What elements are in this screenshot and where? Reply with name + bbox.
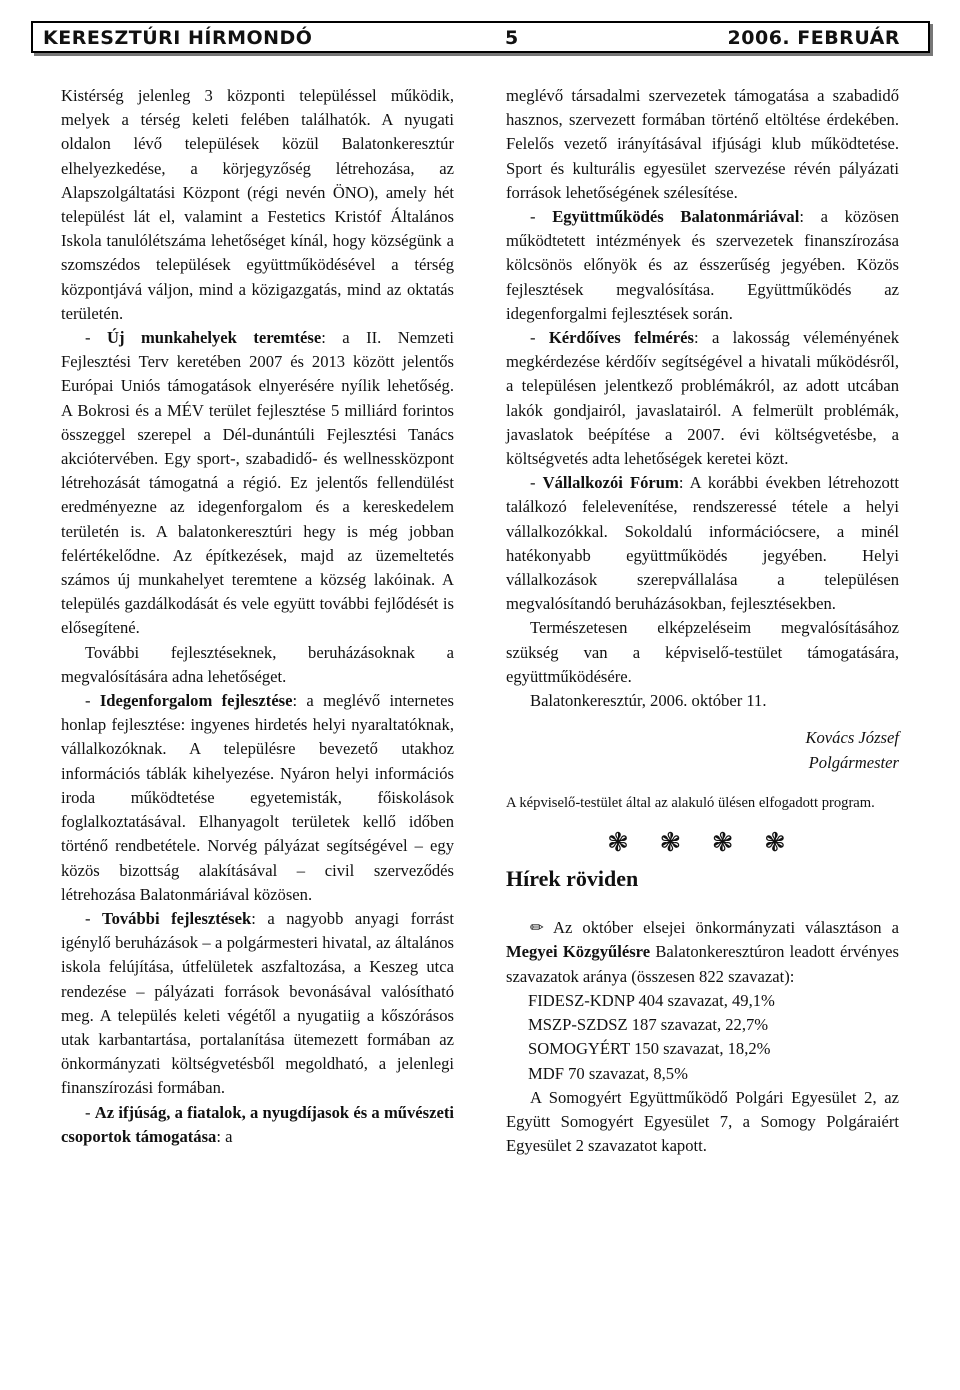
paragraph-termeszetesen: Természetesen elképzeléseim megvalósításához szükség van a képviselő-testület támogatására, együttműködésére. [506,618,899,686]
dash: - [85,328,107,348]
heading-kerdoives: Kérdőíves felmérés [548,328,694,348]
page-number: 5 [505,27,519,49]
dash: - [530,473,543,493]
heading-vallalkozoi-forum: Vállalkozói Fórum [542,473,679,493]
right-column [506,84,899,1158]
issue-date: 2006. FEBRUÁR [727,27,900,49]
text-tovabbi-fejlesztesek: : a nagyobb anyagi forrást igénylő beruházások – a polgármesteri hivatal, az általános iskola felújítása, útfelületek aszfaltozása, a Keszeg utca rendezése – pályázati források bevonásával valósítható meg. A település keleti végétől a nyugatiig a kőszórásos utak karbantartása, portalanítása ütemezett formában az önkormányzati költségvetésből megoldható, a jelenlegi finanszírozási formában. [61,908,454,1098]
heading-munkahelyek: Új munkahelyek teremtése [107,328,322,348]
paragraph-idegenforgalom [61,689,454,907]
newspaper-title: KERESZTÚRI HÍRMONDÓ [43,27,313,49]
dash: - [85,908,103,928]
pencil-icon: ✏ [530,918,544,938]
heading-idegenforgalom: Idegenforgalom fejlesztése [99,691,293,711]
text-valasztas-rest: Balatonkeresztúron leadott érvényes szavazatok aránya (összesen 822 szavazat): [506,942,899,986]
paragraph-ifjusag [61,1101,454,1149]
result-item: MSZP-SZDSZ 187 szavazat, 22,7% [528,1015,769,1035]
signer-title: Polgármester [808,753,899,773]
text-valasztas-intro: Az október elsejei önkormányzati választáson a [543,918,899,938]
heading-megyei-kozgyules: Megyei Közgyűlésre [506,942,651,962]
text-ifjusag: : a [216,1126,233,1146]
result-item: MDF 70 szavazat, 8,5% [528,1063,688,1083]
heading-ifjusag: Az ifjúság, a fiatalok, a nyugdíjasok és a művészeti csoportok támogatása [61,1102,454,1146]
paragraph-valasztas [506,916,899,989]
text-vallalkozoi-forum: : A korábbi években létrehozott találkozó felelevenítése, rendszeressé tétele a helyi vállalkozókkal. Sokoldalú információcsere, a minél hatékonyabb együttműködés jegyében. Helyi vállalkozások szerepvállalása a településen megvalósítandó beruházásokban, fejlesztésekben. [506,473,899,614]
dash: - [530,328,549,348]
dash: - [85,1102,95,1122]
paragraph-munkahelyek [61,326,454,641]
text-balatonmaria: : a közösen működtetett intézmények és szervezetek finanszírozása kölcsönös előnyök és az ésszerűség jegyében. Közös fejlesztések megvalósítása. Együttműködés az idegenforgalmi fejlesztések során. [506,207,899,323]
paragraph-vallalkozoi-forum [506,471,899,616]
text-munkahelyek: : a II. Nemzeti Fejlesztési Terv keretében 2007 és 2013 között jelentős Európai Uniós támogatások elnyerésére nyílik lehetőség. A Bokrosi és a MÉV terület fejlesztése 5 milliárd forintos összeggel szerepel a Dél-dunántúli Fejlesztési Tanács akciótervében. Egy sport-, szabadidő- és wellnessközpont létrehozását támogatná a régió. Ez jelentős fellendülést eredményezne az idegenforgalom és a kereskedelem területén is. A balatonkeresztúri hegy is még jobban felértékelődne. Az építkezések, majd az üzemeltetés számos új munkahelyet teremtene a község lakóinak. A település gazdálkodását és vele együtt további fejlődését is elősegítené. [61,328,454,638]
program-note: A képviselő-testület által az alakuló ülésen elfogadott program. [506,795,875,812]
ornament-divider: ❃ ❃ ❃ ❃ [607,828,798,858]
place-date: Balatonkeresztúr, 2006. október 11. [530,691,767,711]
election-results-list [506,989,899,1086]
left-column [61,84,454,1149]
signer-name: Kovács József [805,728,899,748]
paragraph-kisterseg: Kistérség jelenleg 3 központi településsel működik, melyek a térség keleti felében találhatók. A nyugati oldalon lévő települések közül Balatonkeresztúr elhelyezkedése, a körjegyzőség létrehozása, az Alapszolgáltatási Központ (régi nevén ÖNO), amely hét települést lát el, valamint a Festetics Kristóf Általános Iskola tanulólétszáma lehetőséget kínál, hogy községünk a szomszédos települések együttműködésével a térség központjává váljon, mind a közigazgatás, mind az oktatás területén. [61,86,454,323]
paragraph-balatonmaria [506,205,899,326]
signature-block [506,725,899,775]
section-title-hirek-roviden: Hírek röviden [506,866,639,892]
paragraph-kerdoives [506,326,899,471]
paragraph-tovabbi-fejlesztesek [61,907,454,1101]
paragraph-egyesuletek: A Somogyért Együttműködő Polgári Egyesület 2, az Együtt Somogyért Egyesület 7, a Somogy Polgáraiért Egyesület 2 szavazatot kapott. [506,1087,899,1156]
paragraph-tarsadalmi-szervezetek: meglévő társadalmi szervezetek támogatása a szabadidő hasznos, szervezett formában történő eltöltése érdekében. Felelős vezető irányításával ifjúsági klub működtetése. Sport és kulturális egyesület szervezése révén pályázati források lehetőségének szélesítése. [506,86,899,202]
paragraph-tovabbi-beruhazasok: További fejlesztéseknek, beruházásoknak a megvalósítására adna lehetőséget. [61,642,454,686]
result-item: FIDESZ-KDNP 404 szavazat, 49,1% [528,990,775,1010]
heading-balatonmaria: Együttműködés Balatonmáriával [552,207,800,227]
text-idegenforgalom: : a meglévő internetes honlap fejlesztése: ingyenes hirdetés helyi nyaraltatóknak, vállalkozóknak. A településre bevezető utakhoz információs táblák kihelyezése. Nyáron helyi információs iroda működtetése egyetemisták, főiskolások foglalkoztatásával. Elhanyagolt területek kellő időben történő rendbetétele. Norvég pályázat segítségével – egy közös bizottság alakításával – civil szerveződés létrehozása Balatonmáriával közösen. [61,691,455,904]
heading-tovabbi-fejlesztesek: További fejlesztések [102,908,252,928]
dash: - [85,691,100,711]
newspaper-header [31,21,930,53]
dash: - [530,207,553,227]
result-item: SOMOGYÉRT 150 szavazat, 18,2% [528,1039,771,1059]
text-kerdoives: : a lakosság véleményének megkérdezése kérdőív segítségével a hivatali működésről, a településen jelentkező problémákról, az adott utcában lakók gondjairól, javaslatairól. A felmerült problémák, javaslatok beépítése a 2007. évi költségvetésbe, a költségvetés adta lehetőségek keretei közt. [506,328,899,469]
